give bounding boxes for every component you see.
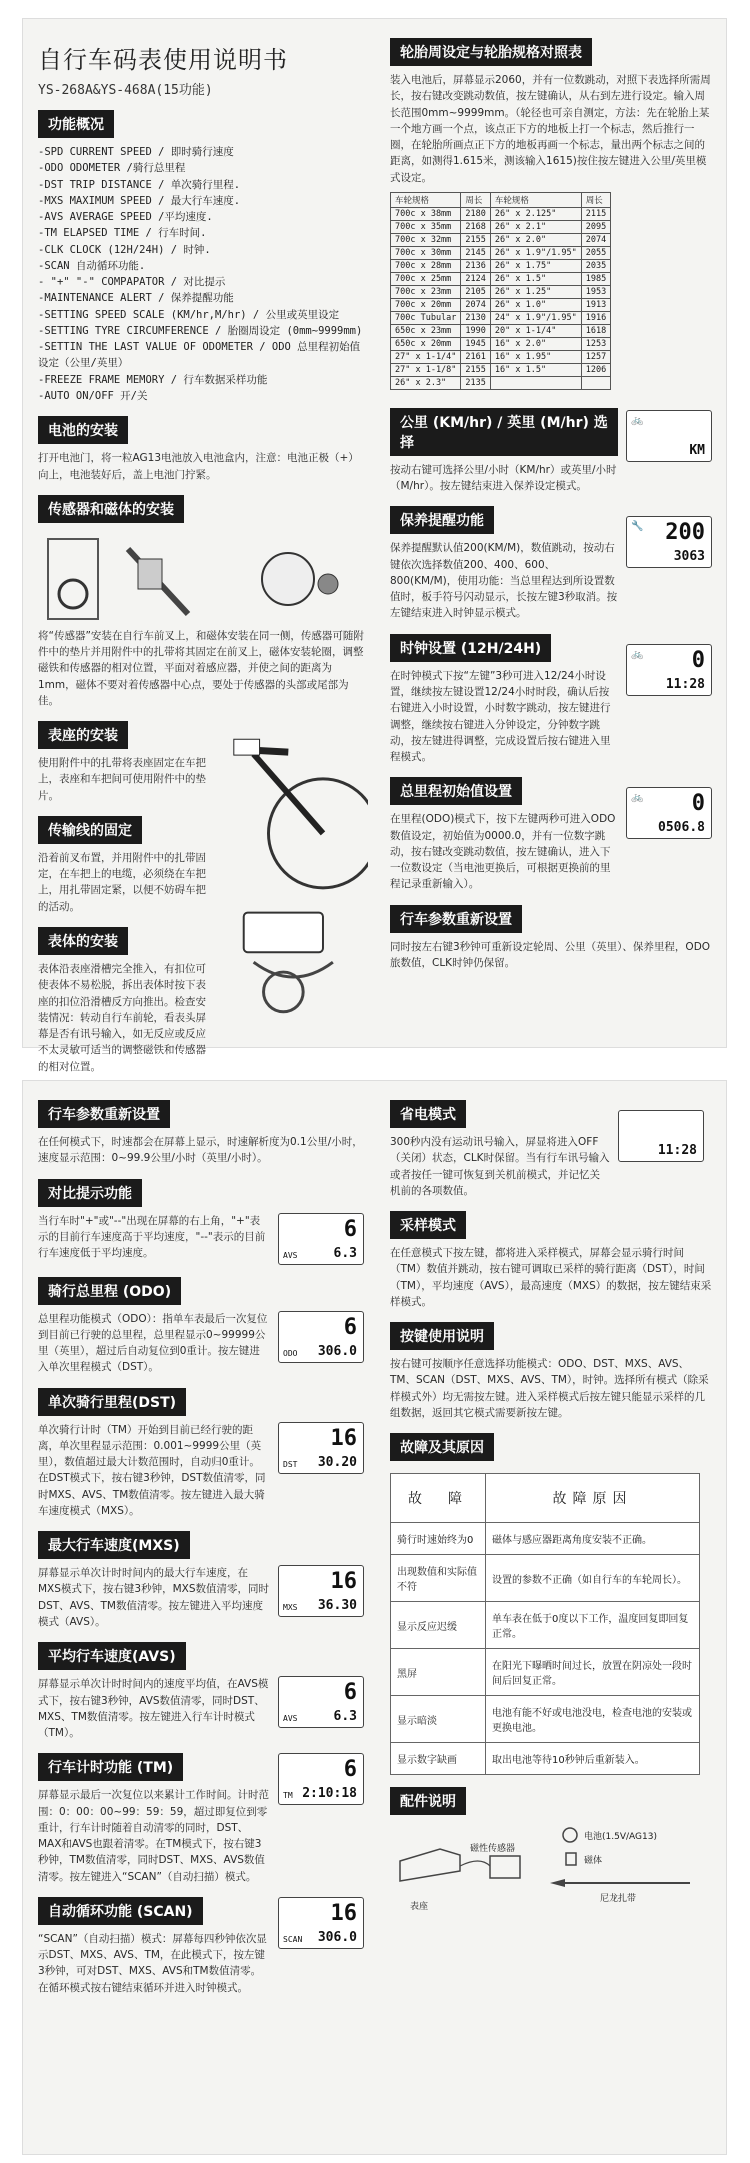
lcd-mode-tag: AVS — [283, 1250, 298, 1260]
lcd-mode-tag: DST — [283, 1459, 298, 1469]
lcd-small-value: 306.0 — [317, 1929, 357, 1945]
cause-cell: 取出电池等待10秒钟后重新装入。 — [485, 1743, 699, 1775]
table-row — [391, 1555, 700, 1602]
bicycle-icon: 🚲 — [631, 648, 644, 660]
tire-cell: 1953 — [581, 285, 610, 298]
mxs-heading: 最大行车速度(MXS) — [38, 1531, 190, 1559]
table-row — [391, 285, 611, 298]
tire-cell: 26" x 1.25" — [490, 285, 581, 298]
unit-text: 按动右键可选择公里/小时（KM/hr）或英里/小时（M/hr）。按左键结束进入保养设定模式。 — [390, 463, 617, 493]
tire-cell: 1618 — [581, 324, 610, 337]
tire-size-table — [390, 192, 611, 390]
function-item: -FREEZE FRAME MEMORY / 行车数据采样功能 — [38, 373, 268, 386]
faults-heading: 故障及其原因 — [390, 1433, 494, 1461]
accessory-label-zip-tie: 尼龙扎带 — [600, 1894, 637, 1905]
cause-cell: 磁体与感应器距离角度安装不正确。 — [485, 1523, 699, 1555]
fault-cell: 骑行时速始终为0 — [391, 1523, 486, 1555]
tire-cell: 1257 — [581, 350, 610, 363]
lcd-mode-tag: SCAN — [283, 1934, 303, 1944]
accessories-drawing — [390, 1821, 710, 1901]
lcd-small-value: 36.30 — [317, 1598, 357, 1614]
accessory-label-mount: 表座 — [410, 1902, 429, 1913]
lcd-small-value: 6.3 — [333, 1709, 357, 1725]
tire-cell: 2074 — [461, 298, 490, 311]
wire-heading: 传输线的固定 — [38, 816, 142, 844]
tire-cell: 16" x 2.0" — [490, 337, 581, 350]
function-item: -TM ELAPSED TIME / 行车时间. — [38, 227, 207, 240]
fault-cell: 显示暗淡 — [391, 1696, 486, 1743]
tire-cell: 26" x 1.75" — [490, 259, 581, 272]
lcd-big-value: 6 — [343, 1216, 357, 1242]
mxs-text: 屏幕显示单次计时时间内的最大行车速度，在MXS模式下，按右键3秒钟，MXS数值清零，同时DST、AVS、TM数值清零。按左键进入平均速度模式（AVS）。 — [38, 1567, 270, 1628]
tire-cell: 2035 — [581, 259, 610, 272]
manual-title: 自行车码表使用说明书 — [38, 46, 288, 74]
mount-text: 使用附件中的扎带将表座固定在车把上，表座和车把间可使用附件中的垫片。 — [38, 757, 206, 802]
lcd-avs-display — [278, 1676, 364, 1728]
comparator-text: 当行车时"+"或"--"出现在屏幕的右上角，"+"表示的目前行车速度高于平均速度，"--"表示的目前行车速度低于平均速度。 — [38, 1214, 266, 1260]
accessories-heading: 配件说明 — [390, 1787, 466, 1815]
tire-cell: 24" x 1.9"/1.95" — [490, 311, 581, 324]
odo-text: 在里程(ODO)模式下，按下左键两秒可进入ODO数值设定，初始值为0000.0，并有一位数字跳动，按右键改变跳动数值，按左键确认，进入下一位数设定（当电池更换后，可根据更换前的里程记录重新输入）。 — [390, 813, 616, 891]
fault-cell: 黑屏 — [391, 1649, 486, 1696]
table-row — [391, 350, 611, 363]
table-row — [391, 259, 611, 272]
power-save-text: 300秒内没有运动讯号输入，屏显将进入OFF（关闭）状态，CLK时保留。当有行车讯号输入或者按任一键可恢复到关机前模式，并记忆关机前的各项数值。 — [390, 1136, 610, 1197]
lcd-small-value: 2:10:18 — [302, 1786, 357, 1802]
lcd-big-value: 200 — [665, 520, 705, 546]
tire-cell: 650c x 20mm — [391, 337, 461, 350]
table-row — [391, 1523, 700, 1555]
tire-table-header — [391, 192, 611, 207]
function-item: -MXS MAXIMUM SPEED / 最大行车速度. — [38, 194, 241, 207]
cause-cell: 电池有能不好或电池没电，检查电池的安装或更换电池。 — [485, 1696, 699, 1743]
param-reset-text: 在任何模式下，时速都会在屏幕上显示，时速解析度为0.1公里/小时，速度显示范围：0~99.9公里/小时（英里/小时）。 — [38, 1136, 363, 1165]
lcd-mode-tag: MXS — [283, 1603, 298, 1613]
tire-cell: 2161 — [461, 350, 490, 363]
tire-cell: 26" x 2.3" — [391, 376, 461, 389]
lcd-unit-display — [626, 410, 712, 462]
lcd-big-value: 0 — [691, 791, 705, 817]
sensor-magnet-illustration — [38, 529, 368, 624]
tire-cell: 26" x 1.0" — [490, 298, 581, 311]
instruction-sheet-page-2 — [22, 1080, 727, 2155]
tire-cell: 2180 — [461, 207, 490, 220]
table-row — [391, 1602, 700, 1649]
tire-cell: 2168 — [461, 220, 490, 233]
dst-heading: 单次骑行里程(DST) — [38, 1388, 186, 1416]
tire-cell: 16" x 1.95" — [490, 350, 581, 363]
cause-cell: 单车表在低于0度以下工作，温度回复即回复正常。 — [485, 1602, 699, 1649]
unit-heading: 公里 (KM/hr) / 英里 (M/hr) 选择 — [390, 408, 618, 456]
fault-table — [390, 1473, 700, 1775]
buttons-heading: 按键使用说明 — [390, 1322, 494, 1350]
tire-cell: 700c Tubular — [391, 311, 461, 324]
battery-text: 打开电池门，将一粒AG13电池放入电池盒内，注意：电池正极（+）向上，电池装好后，盖上电池门拧紧。 — [38, 452, 359, 481]
function-item: -AUTO ON/OFF 开/关 — [38, 389, 148, 402]
cause-cell: 在阳光下曝晒时间过长，放置在阴凉处一段时间后回复正常。 — [485, 1649, 699, 1696]
instruction-sheet-page-1 — [22, 18, 727, 1073]
function-item: -MAINTENANCE ALERT / 保养提醒功能 — [38, 292, 234, 305]
lcd-big-value: 6 — [343, 1314, 357, 1340]
lcd-small-value: 11:28 — [657, 1143, 697, 1158]
lcd-big-value: 0 — [691, 647, 705, 673]
lcd-dst-display — [278, 1422, 364, 1474]
tire-cell: 700c x 32mm — [391, 233, 461, 246]
table-row — [391, 246, 611, 259]
tire-cell: 1253 — [581, 337, 610, 350]
odo-heading: 总里程初始值设置 — [390, 777, 522, 805]
tire-cell: 26" x 1.5" — [490, 272, 581, 285]
tire-cell: 20" x 1-1/4" — [490, 324, 581, 337]
lcd-mode-tag: AVS — [283, 1714, 298, 1724]
tire-cell: 700c x 38mm — [391, 207, 461, 220]
tire-heading: 轮胎周设定与轮胎规格对照表 — [390, 38, 592, 66]
function-item: - "+" "-" COMPAPATOR / 对比提示 — [38, 276, 226, 289]
accessory-label-battery: 电池(1.5V/AG13) — [584, 1832, 657, 1843]
tire-cell: 1985 — [581, 272, 610, 285]
lcd-small-value: 3063 — [673, 549, 705, 565]
table-row — [391, 324, 611, 337]
tire-cell: 700c x 35mm — [391, 220, 461, 233]
table-row — [391, 207, 611, 220]
table-row — [391, 1649, 700, 1696]
function-item: -SPD CURRENT SPEED / 即时骑行速度 — [38, 146, 234, 158]
lcd-small-value: 306.0 — [317, 1343, 357, 1359]
left-column — [38, 18, 368, 1075]
table-row — [391, 272, 611, 285]
tire-cell: 2136 — [461, 259, 490, 272]
clock-text: 在时钟模式下按“左键”3秒可进入12/24小时设置，继续按左键设置12/24小时时段，确认后按右键进入小时设置，小时数字跳动，按左键进行调整，继续按右键进入分钟设定，分钟数字跳动，按左键进得调整，完成设置后按右键进入里程模式。 — [390, 669, 611, 764]
maintenance-heading: 保养提醒功能 — [390, 506, 494, 534]
table-row — [391, 1743, 700, 1775]
table-row — [391, 337, 611, 350]
lcd-mode-tag: TM — [283, 1791, 293, 1801]
tm-text: 屏幕显示最后一次复位以来累计工作时间。计时范围：0：00：00~99：59：59，超过即复位到零重计，行车计时随着自动清零的同时，DST、MAX和AVS也跟着清零。在TM模式下，按右键3秒钟，TM数值清零，同时DST、MXS、AVS数值清零。按左键进入“SCAN”（自动扫描）模式。 — [38, 1789, 269, 1883]
wire-text: 沿着前叉布置，并用附件中的扎带固定，在车把上的电缆，必须绕在车把上，用扎带固定紧，以便不妨碍车把的活动。 — [38, 851, 206, 913]
manual-subtitle: YS-268A&YS-468A(15功能) — [38, 83, 213, 98]
function-item: -ODO ODOMETER /骑行总里程 — [38, 162, 186, 175]
fault-column-header: 故 障 — [391, 1474, 486, 1523]
tire-cell: 2124 — [461, 272, 490, 285]
lcd-small-value: 30.20 — [317, 1454, 357, 1470]
tire-column-header: 车轮规格 — [490, 192, 581, 207]
tire-cell: 1206 — [581, 363, 610, 376]
fault-cell: 显示反应迟缓 — [391, 1602, 486, 1649]
tire-cell: 700c x 20mm — [391, 298, 461, 311]
lcd-small-value: 0506.8 — [658, 820, 705, 836]
sample-heading: 采样模式 — [390, 1211, 466, 1239]
clock-heading: 时钟设置 (12H/24H) — [390, 634, 551, 662]
tire-column-header: 周长 — [461, 192, 490, 207]
sensor-heading: 传感器和磁体的安装 — [38, 495, 184, 523]
cause-column-header: 故障原因 — [485, 1474, 699, 1523]
tire-cell: 700c x 30mm — [391, 246, 461, 259]
scan-heading: 自动循环功能 (SCAN) — [38, 1897, 203, 1925]
reset-heading: 行车参数重新设置 — [390, 905, 522, 933]
cause-cell: 设置的参数不正确（如自行车的车轮周长）。 — [485, 1555, 699, 1602]
sensor-text: 将“传感器”安装在自行车前叉上，和磁体安装在同一侧，传感器可随附件中的垫片并用附件中的扎带将其固定在前叉上，磁体安装轮圈，调整磁铁和传感器的相对位置，平面对着感应器，并使之间的距离为1mm，磁体不要对着传感器中心点，要处于传感器的头部或尾部为佳。 — [38, 629, 364, 707]
table-row — [391, 376, 611, 389]
tire-cell: 2095 — [581, 220, 610, 233]
lcd-big-value: 6 — [343, 1757, 357, 1783]
comparator-heading: 对比提示功能 — [38, 1179, 142, 1207]
table-row — [391, 220, 611, 233]
tire-column-header: 周长 — [581, 192, 610, 207]
bicycle-mounting-illustration — [214, 723, 368, 1023]
table-row — [391, 298, 611, 311]
lcd-comparator-display — [278, 1213, 364, 1265]
meter-heading: 表体的安装 — [38, 927, 128, 955]
mount-heading: 表座的安装 — [38, 721, 128, 749]
buttons-text: 按右键可按顺序任意选择功能模式：ODO、DST、MXS、AVS、TM、SCAN（DST、MXS、AVS、TM），时钟。选择所有模式（除采样模式外）均无需按左键。进入采样模式后按左键只能显示采样的几组数据，返回其它模式需要新按左键。 — [390, 1358, 709, 1419]
lcd-small-value: 11:28 — [665, 676, 705, 692]
function-item: -SETTIN THE LAST VALUE OF ODOMETER / ODO 总里程初始值设定（公里/英里） — [38, 341, 361, 370]
lcd-small-value: 6.3 — [333, 1245, 357, 1261]
function-item: -AVS AVERAGE SPEED /平均速度. — [38, 211, 213, 224]
tire-cell: 700c x 28mm — [391, 259, 461, 272]
tire-cell: 1913 — [581, 298, 610, 311]
table-row — [391, 233, 611, 246]
lcd-big-value: 16 — [330, 1900, 357, 1926]
meter-text: 表体沿表座滑槽完全推入，有扣位可使表体不易松脱，拆出表体时按下表座的扣位沿滑槽反方向推出。检查安装情况：转动自行车前轮，看表头屏幕是否有讯号输入，如无反应或反应不太灵敏可适当的调整磁铁和传感器的相对位置。 — [38, 962, 206, 1073]
tm-heading: 行车计时功能 (TM) — [38, 1753, 183, 1781]
odo-text: 总里程功能模式（ODO）：指单车表最后一次复位到目前已行驶的总里程，总里程显示0~99999公里（英里），超过后自动复位到0重计。按左键进入单次里程模式（DST）。 — [38, 1312, 268, 1374]
tire-column-header: 车轮规格 — [391, 192, 461, 207]
wrench-icon: 🔧 — [631, 521, 644, 533]
accessory-label-sensor: 磁性传感器 — [470, 1844, 516, 1855]
tire-cell — [581, 376, 610, 389]
tire-cell: 2155 — [461, 233, 490, 246]
lcd-odo-display — [278, 1311, 364, 1363]
lcd-big-value: 16 — [330, 1569, 357, 1595]
tire-cell — [490, 376, 581, 389]
sample-text: 在任意模式下按左键，都将进入采样模式，屏幕会显示骑行时间（TM）数值并跳动，按右键可调取已采样的骑行距离（DST），时间（TM），平均速度（AVS），最高速度（MXS）的数据，按左键结束采样模式。 — [390, 1247, 712, 1308]
left-column — [38, 1088, 368, 1996]
maintenance-text: 保养提醒默认值200(KM/M)，数值跳动，按动右键依次选择数值200、400、600、800(KM/M)，使用功能：当总里程达到所设置数值时，板手符号闪动显示，长按左键3秒取消。按左键结束进入时钟显示模式。 — [390, 542, 618, 620]
lcd-mode-tag: ODO — [283, 1348, 298, 1358]
avs-heading: 平均行车速度(AVS) — [38, 1642, 186, 1670]
tire-cell: 700c x 25mm — [391, 272, 461, 285]
odo-heading: 骑行总里程 (ODO) — [38, 1277, 181, 1305]
table-row — [391, 311, 611, 324]
battery-heading: 电池的安装 — [38, 416, 128, 444]
tire-cell: 2115 — [581, 207, 610, 220]
tire-cell: 700c x 23mm — [391, 285, 461, 298]
tire-cell: 2145 — [461, 246, 490, 259]
lcd-maintenance-display — [626, 516, 712, 568]
tire-cell: 650c x 23mm — [391, 324, 461, 337]
avs-text: 屏幕显示单次计时时间内的速度平均值，在AVS模式下，按右键3秒钟，AVS数值清零，同时DST、MXS、TM数值清零。按左键进入行车计时模式（TM）。 — [38, 1678, 269, 1740]
functions-heading: 功能概况 — [38, 110, 114, 138]
tire-cell: 2074 — [581, 233, 610, 246]
function-item: -SETTING SPEED SCALE (KM/hr,M/hr) / 公里或英里设定 — [38, 308, 340, 321]
tire-cell: 1916 — [581, 311, 610, 324]
tire-cell: 2135 — [461, 376, 490, 389]
tire-cell: 26" x 2.1" — [490, 220, 581, 233]
accessory-label-magnet: 磁体 — [584, 1856, 603, 1867]
reset-text: 同时按左右键3秒钟可重新设定轮周、公里（英里）、保养里程，ODO旅数值，CLK时钟仍保留。 — [390, 940, 711, 969]
accessories-illustration — [390, 1821, 710, 1931]
tire-text: 装入电池后，屏幕显示2060，并有一位数跳动，对照下表选择所需周长，按右键改变跳动数值，按左键确认，从右到左进行设定。输入周长范围0mm~9999mm。（轮径也可亲自测定，方法：先在轮胎上某一个地方画一个点，该点正下方的地板上打一个标志，然后推行一圈，在轮胎所画点正下方的地板再画一个标志，量出两个标志之间的距离，如测得1.615米，测该输入1615)按住按左键进入公里/英里模式设定。 — [390, 74, 711, 184]
lcd-big-value: 6 — [343, 1680, 357, 1706]
lcd-big-value: 16 — [330, 1425, 357, 1451]
tire-cell: 16" x 1.5" — [490, 363, 581, 376]
right-column — [390, 1088, 712, 1931]
function-item: -SCAN 自动循环功能. — [38, 259, 146, 272]
function-list — [38, 144, 368, 404]
function-item: -DST TRIP DISTANCE / 单次骑行里程. — [38, 178, 241, 191]
lcd-scan-display — [278, 1897, 364, 1949]
bicycle-icon: 🚲 — [631, 792, 644, 804]
table-row — [391, 1696, 700, 1743]
tire-cell: 26" x 2.125" — [490, 207, 581, 220]
right-column — [390, 18, 712, 971]
lcd-tm-display — [278, 1753, 364, 1805]
function-item: -CLK CLOCK (12H/24H) / 时钟. — [38, 243, 211, 256]
power-save-heading: 省电模式 — [390, 1100, 466, 1128]
tire-cell: 2105 — [461, 285, 490, 298]
lcd-unit-value: KM — [689, 442, 705, 458]
fault-cell: 显示数字缺画 — [391, 1743, 486, 1775]
lcd-mxs-display — [278, 1565, 364, 1617]
tire-cell: 1945 — [461, 337, 490, 350]
lcd-odo-display — [626, 787, 712, 839]
tire-cell: 27" x 1-1/4" — [391, 350, 461, 363]
fault-cell: 出现数值和实际值不符 — [391, 1555, 486, 1602]
dst-text: 单次骑行计时（TM）开始到目前已经行驶的距离，单次里程显示范围：0.001~9999公里（英里），数值超过最大计数范围时，自动归0重计。在DST模式下，按右键3秒钟，DST数值清零，同时MXS、AVS、TM数值清零。按左键进入最大骑车速度模式（MXS）。 — [38, 1423, 266, 1517]
tire-cell: 2130 — [461, 311, 490, 324]
tire-cell: 2055 — [581, 246, 610, 259]
tire-cell: 2155 — [461, 363, 490, 376]
lcd-clock-display — [626, 644, 712, 696]
scan-text: “SCAN”（自动扫描）模式：屏幕每四秒钟依次显示DST、MXS、AVS、TM，在此模式下，按左键3秒钟，可对DST、MXS、AVS和TM数值清零。在循环模式按右键结束循环并进入时钟模式。 — [38, 1932, 267, 1994]
param-reset-heading: 行车参数重新设置 — [38, 1100, 170, 1128]
tire-cell: 27" x 1-1/8" — [391, 363, 461, 376]
tire-cell: 26" x 2.0" — [490, 233, 581, 246]
tire-cell: 1990 — [461, 324, 490, 337]
function-item: -SETTING TYRE CIRCUMFERENCE / 胎圈周设定 (0mm~9999mm) — [38, 324, 363, 337]
bicycle-icon: 🚲 — [631, 414, 644, 426]
tire-cell: 26" x 1.9"/1.95" — [490, 246, 581, 259]
table-row — [391, 363, 611, 376]
lcd-power-display — [618, 1110, 704, 1162]
